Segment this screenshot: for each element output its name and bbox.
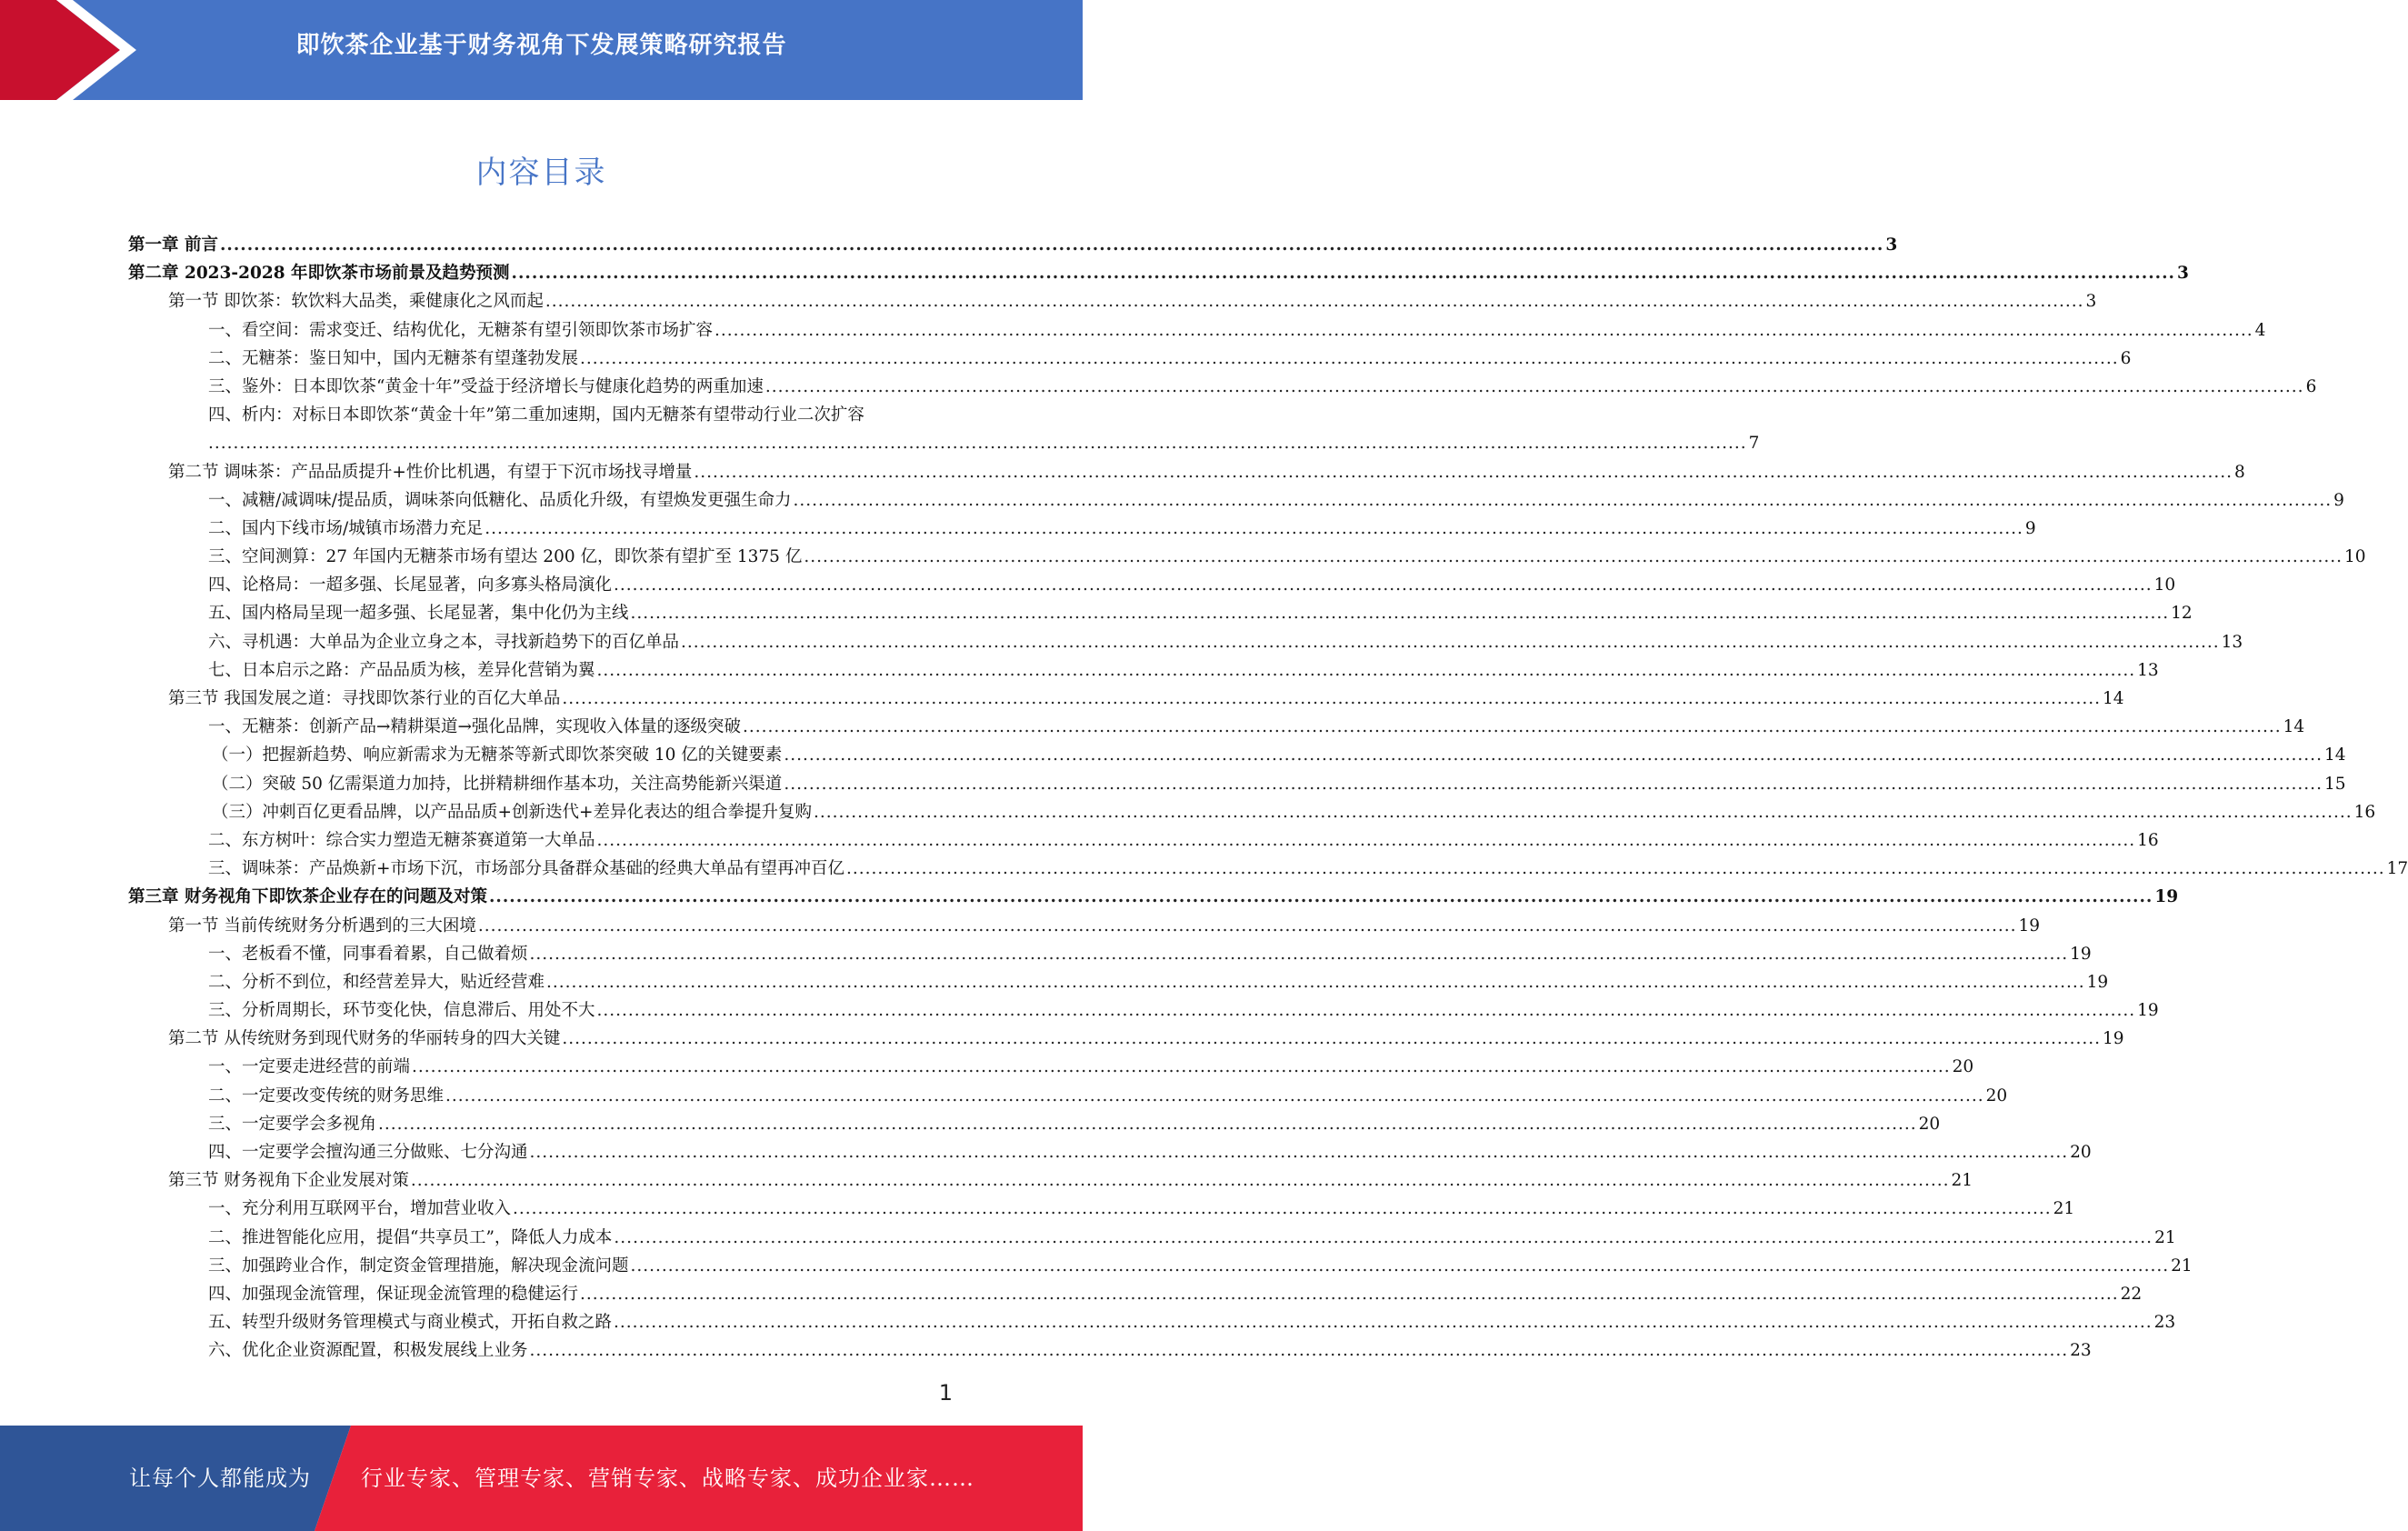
toc-entry-page: 9	[2333, 490, 2344, 510]
toc-dot-leader	[765, 373, 2304, 401]
toc-entry[interactable]	[128, 798, 2376, 826]
toc-entry-page: 20	[1918, 1114, 1941, 1134]
table-of-contents	[128, 231, 2408, 1366]
toc-entry-page: 7	[1748, 434, 1760, 454]
toc-entry-text: 第二章 2023-2028 年即饮茶市场前景及趋势预测	[128, 264, 510, 284]
toc-dot-leader	[220, 231, 1883, 259]
toc-entry-text: 三、一定要学会多视角	[208, 1114, 377, 1134]
toc-entry-page: 3	[2085, 292, 2097, 312]
toc-entry[interactable]	[128, 685, 2124, 713]
toc-entry-text: 二、一定要改变传统的财务思维	[208, 1086, 445, 1106]
toc-entry-text: 七、日本启示之路：产品品质为核，差异化营销为翼	[208, 660, 595, 680]
toc-entry-page: 9	[2024, 518, 2036, 538]
toc-dot-leader	[530, 940, 2069, 968]
toc-entry-text: 一、看空间：需求变迁、结构优化，无糖茶有望引领即饮茶市场扩容	[208, 320, 714, 340]
toc-dot-leader	[614, 1308, 2153, 1336]
toc-entry[interactable]	[128, 1082, 2008, 1110]
toc-entry-text: 第三节 我国发展之道：寻找即饮茶行业的百亿大单品	[168, 689, 561, 708]
toc-entry-page: 22	[2120, 1284, 2143, 1304]
toc-dot-leader	[580, 345, 2119, 373]
toc-entry-page: 20	[1985, 1086, 2008, 1106]
toc-dot-leader	[512, 259, 2175, 287]
toc-dot-leader	[485, 515, 2023, 543]
toc-entry-page: 21	[2053, 1199, 2075, 1219]
toc-entry-text: 四、论格局：一超多强、长尾显著，向多寡头格局演化	[208, 575, 613, 595]
toc-entry-text: 六、寻机遇：大单品为企业立身之本，寻找新趋势下的百亿单品	[208, 632, 680, 652]
toc-entry-page: 21	[2171, 1256, 2193, 1276]
toc-dot-leader	[545, 287, 2084, 315]
toc-entry-page: 3	[1885, 235, 1898, 255]
toc-entry-text: 一、无糖茶：创新产品→精耕渠道→强化品牌，实现收入体量的逐级突破	[208, 717, 742, 737]
toc-entry-page: 6	[2305, 376, 2317, 396]
toc-entry-page: 23	[2153, 1313, 2176, 1333]
toc-dot-leader	[546, 968, 2085, 996]
toc-entry[interactable]	[128, 571, 2176, 599]
toc-entry-text: 二、无糖茶：鉴日知中，国内无糖茶有望蓬勃发展	[208, 348, 579, 368]
toc-entry[interactable]	[128, 968, 2109, 996]
toc-dot-leader	[793, 486, 2332, 515]
toc-entry-text: （二）突破 50 亿需渠道力加持，比拼精耕细作基本功，关注高势能新兴渠道	[212, 774, 783, 794]
toc-entry-page: 16	[2137, 830, 2159, 850]
toc-entry-text: 第二节 调味茶：产品品质提升+性价比机遇，有望于下沉市场找寻增量	[168, 462, 693, 482]
toc-entry-page: 17	[2386, 859, 2408, 879]
toc-entry-text: 三、鉴外：日本即饮茶“黄金十年”受益于经济增长与健康化趋势的两重加速	[208, 376, 764, 396]
toc-entry[interactable]	[128, 1308, 2176, 1336]
toc-entry-text: 一、充分利用互联网平台，增加营业收入	[208, 1199, 512, 1219]
toc-entry[interactable]	[128, 1252, 2193, 1280]
toc-entry-page: 14	[2103, 689, 2124, 708]
toc-entry-page: 14	[2323, 745, 2346, 766]
toc-entry[interactable]	[128, 855, 2408, 883]
toc-dot-leader	[614, 1224, 2153, 1252]
toc-entry[interactable]	[128, 826, 2159, 855]
toc-entry-text: 第一节 即饮茶：软饮料大品类，乘健康化之风而起	[168, 292, 544, 312]
toc-entry[interactable]	[128, 713, 2305, 741]
toc-entry[interactable]	[128, 656, 2159, 685]
toc-entry-text: 三、调味茶：产品焕新+市场下沉，市场部分具备群众基础的经典大单品有望再冲百亿	[208, 859, 845, 879]
header-band	[0, 0, 1083, 100]
toc-entry-page: 14	[2283, 717, 2305, 737]
toc-dot-leader	[478, 912, 2017, 940]
toc-dot-leader	[530, 1336, 2069, 1365]
toc-dot-leader	[378, 1110, 1917, 1138]
toc-entry-page: 19	[2086, 972, 2109, 992]
toc-entry[interactable]	[128, 231, 1898, 259]
toc-entry-text: 一、一定要走进经营的前端	[208, 1057, 411, 1077]
toc-entry-text: （一）把握新趋势、响应新需求为无糖茶等新式即饮茶突破 10 亿的关键要素	[212, 745, 783, 766]
toc-dot-leader	[445, 1082, 1984, 1110]
toc-dot-leader	[614, 571, 2153, 599]
toc-entry-text: 五、国内格局呈现一超多强、长尾显著，集中化仍为主线	[208, 604, 629, 624]
toc-entry-page: 4	[2254, 320, 2266, 340]
toc-entry-text: 第三节 财务视角下企业发展对策	[168, 1171, 409, 1191]
footer-band	[0, 1426, 1083, 1531]
toc-dot-leader	[530, 1138, 2069, 1166]
toc-entry-page: 19	[2018, 916, 2041, 936]
header-arrow-decoration	[0, 0, 136, 100]
toc-entry[interactable]	[128, 1138, 2092, 1166]
footer-slogan-right: 行业专家、管理专家、营销专家、战略专家、成功企业家……	[361, 1466, 974, 1491]
toc-entry-text: 五、转型升级财务管理模式与商业模式，开拓自救之路	[208, 1313, 613, 1333]
toc-entry-text: 第一章 前言	[128, 235, 218, 255]
toc-entry[interactable]	[128, 259, 2189, 287]
toc-entry[interactable]	[128, 1195, 2075, 1223]
toc-dot-leader	[681, 628, 2220, 656]
toc-entry-page: 19	[2103, 1029, 2124, 1049]
toc-entry[interactable]	[128, 1224, 2176, 1252]
toc-entry[interactable]	[128, 287, 2097, 315]
toc-entry[interactable]	[128, 883, 2179, 911]
toc-entry[interactable]	[128, 345, 2132, 373]
toc-entry[interactable]	[128, 486, 2344, 515]
toc-entry[interactable]	[128, 373, 2317, 401]
toc-dot-leader	[597, 826, 2136, 855]
toc-entry-text: （三）冲刺百亿更看品牌，以产品品质+创新迭代+差异化表达的组合拳提升复购	[212, 802, 813, 822]
toc-entry[interactable]	[128, 912, 2041, 940]
toc-entry-text: 三、空间测算：27 年国内无糖茶市场有望达 200 亿，即饮茶有望扩至 1375 亿	[208, 547, 803, 567]
toc-entry-text: 第二节 从传统财务到现代财务的华丽转身的四大关键	[168, 1029, 561, 1049]
toc-entry-page: 21	[1951, 1171, 1973, 1191]
toc-entry-text: 二、东方树叶：综合实力塑造无糖茶赛道第一大单品	[208, 830, 595, 850]
toc-entry-page: 12	[2171, 604, 2193, 624]
toc-entry[interactable]	[128, 599, 2193, 627]
report-title: 即饮茶企业基于财务视角下发展策略研究报告	[295, 32, 787, 59]
toc-entry-text: 二、国内下线市场/城镇市场潜力充足	[208, 518, 484, 538]
toc-entry[interactable]	[128, 996, 2159, 1025]
toc-dot-leader	[580, 1280, 2119, 1308]
toc-entry[interactable]	[128, 543, 2366, 571]
toc-entry[interactable]	[128, 1110, 1941, 1138]
toc-entry[interactable]	[128, 458, 2245, 486]
toc-entry-page: 16	[2353, 802, 2376, 822]
toc-entry[interactable]	[128, 1025, 2124, 1053]
toc-dot-leader	[412, 1053, 1951, 1081]
toc-entry-text: 三、分析周期长，环节变化快，信息滞后、用处不大	[208, 1001, 595, 1021]
toc-dot-leader	[513, 1195, 2052, 1223]
toc-dot-leader	[743, 713, 2282, 741]
toc-entry-page: 8	[2234, 462, 2245, 482]
toc-entry-page: 15	[2323, 774, 2346, 794]
toc-entry-page: 19	[2154, 887, 2179, 907]
toc-entry-text: 二、分析不到位，和经营差异大，贴近经营难	[208, 972, 545, 992]
toc-entry[interactable]	[128, 628, 2243, 656]
toc-entry-page: 19	[2137, 1001, 2159, 1021]
toc-entry-page: 10	[2343, 547, 2366, 567]
toc-dot-leader	[597, 996, 2136, 1025]
page-number: 1	[938, 1380, 953, 1406]
toc-entry-text: 一、减糖/减调味/提品质，调味茶向低糖化、品质化升级，有望焕发更强生命力	[208, 490, 792, 510]
toc-dot-leader	[631, 1252, 2170, 1280]
toc-entry-text: 三、加强跨业合作，制定资金管理措施，解决现金流问题	[208, 1256, 629, 1276]
toc-entry[interactable]	[128, 515, 2036, 543]
toc-entry-text: 第三章 财务视角下即饮茶企业存在的问题及对策	[128, 887, 487, 907]
toc-entry[interactable]	[128, 1280, 2143, 1308]
toc-entry-page: 23	[2070, 1341, 2092, 1361]
toc-dot-leader	[784, 770, 2323, 798]
toc-dot-leader	[694, 458, 2233, 486]
toc-entry[interactable]	[128, 770, 2346, 798]
toc-dot-leader	[489, 883, 2153, 911]
toc-entry-text: 六、优化企业资源配置，积极发展线上业务	[208, 1341, 528, 1361]
toc-dot-leader	[597, 656, 2136, 685]
toc-dot-leader	[814, 798, 2353, 826]
toc-entry-text: 四、一定要学会擅沟通三分做账、七分沟通	[208, 1143, 528, 1162]
toc-entry[interactable]	[128, 401, 954, 429]
toc-heading: 内容目录	[475, 155, 607, 191]
toc-entry-text: 一、老板看不懂，同事看着累，自己做着烦	[208, 944, 528, 964]
toc-entry-page: 20	[1952, 1057, 1974, 1077]
toc-dot-leader	[804, 543, 2343, 571]
toc-dot-leader	[562, 685, 2101, 713]
toc-entry-page: 6	[2120, 348, 2132, 368]
toc-entry-page: 10	[2153, 575, 2176, 595]
toc-entry-page: 13	[2221, 632, 2243, 652]
toc-entry[interactable]	[128, 1053, 1974, 1081]
toc-entry[interactable]	[128, 940, 2092, 968]
toc-dot-leader	[631, 599, 2170, 627]
footer-slogan-left: 让每个人都能成为	[129, 1466, 311, 1491]
toc-dot-leader	[562, 1025, 2101, 1053]
toc-entry[interactable]	[128, 1336, 2092, 1365]
toc-entry-page: 13	[2137, 660, 2159, 680]
toc-entry[interactable]	[128, 316, 2266, 345]
toc-dot-leader	[784, 741, 2323, 769]
toc-entry-page: 21	[2154, 1227, 2176, 1247]
toc-entry-text: 第一节 当前传统财务分析遇到的三大困境	[168, 916, 476, 936]
toc-dot-leader	[411, 1166, 1950, 1195]
toc-entry[interactable]	[128, 1166, 1973, 1195]
toc-entry-page: 20	[2070, 1143, 2092, 1162]
toc-dot-leader	[714, 316, 2253, 345]
toc-entry-text: 四、析内：对标日本即饮茶“黄金十年”第二重加速期，国内无糖茶有望带动行业二次扩容	[208, 405, 864, 425]
toc-entry[interactable]	[128, 741, 2346, 769]
toc-entry[interactable]	[128, 429, 1760, 457]
toc-dot-leader	[208, 429, 1747, 457]
toc-dot-leader	[846, 855, 2385, 883]
toc-entry-text: 四、加强现金流管理，保证现金流管理的稳健运行	[208, 1284, 579, 1304]
toc-entry-page: 3	[2176, 264, 2189, 284]
toc-entry-page: 19	[2070, 944, 2092, 964]
toc-entry-text: 二、推进智能化应用，提倡“共享员工”，降低人力成本	[208, 1227, 613, 1247]
